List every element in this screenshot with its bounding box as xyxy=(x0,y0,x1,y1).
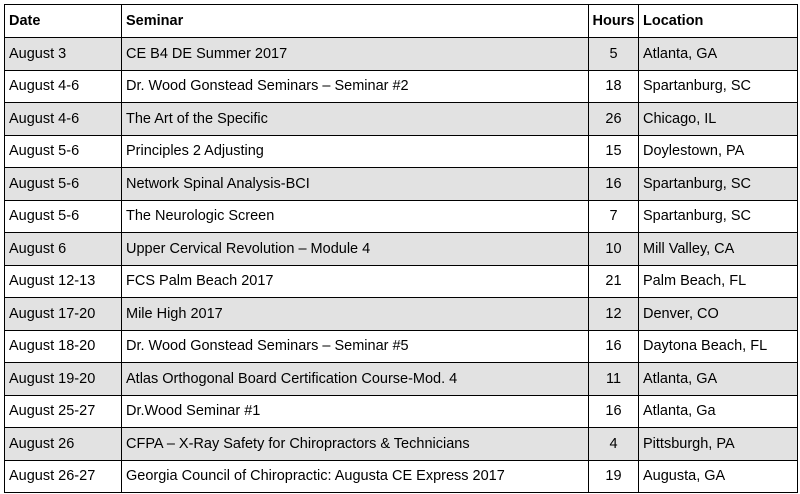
location-cell: Pittsburgh, PA xyxy=(639,428,798,461)
date-cell: August 17-20 xyxy=(5,298,122,331)
table-row xyxy=(5,233,798,266)
seminar-cell: CFPA – X-Ray Safety for Chiropractors & Technicians xyxy=(122,428,589,461)
table-row xyxy=(5,395,798,428)
column-header-date: Date xyxy=(5,5,122,38)
seminar-cell: FCS Palm Beach 2017 xyxy=(122,265,589,298)
hours-cell: 7 xyxy=(589,200,639,233)
hours-cell: 21 xyxy=(589,265,639,298)
table-row xyxy=(5,135,798,168)
date-cell: August 12-13 xyxy=(5,265,122,298)
date-cell: August 5-6 xyxy=(5,200,122,233)
seminar-cell: Mile High 2017 xyxy=(122,298,589,331)
seminar-cell: Dr. Wood Gonstead Seminars – Seminar #5 xyxy=(122,330,589,363)
hours-cell: 16 xyxy=(589,395,639,428)
location-cell: Daytona Beach, FL xyxy=(639,330,798,363)
seminar-cell: Atlas Orthogonal Board Certification Course-Mod. 4 xyxy=(122,363,589,396)
column-header-seminar: Seminar xyxy=(122,5,589,38)
hours-cell: 10 xyxy=(589,233,639,266)
date-cell: August 19-20 xyxy=(5,363,122,396)
seminar-cell: Principles 2 Adjusting xyxy=(122,135,589,168)
table-row xyxy=(5,168,798,201)
date-cell: August 26 xyxy=(5,428,122,461)
table-row xyxy=(5,70,798,103)
location-cell: Atlanta, Ga xyxy=(639,395,798,428)
table-row xyxy=(5,330,798,363)
column-header-location: Location xyxy=(639,5,798,38)
table-row xyxy=(5,363,798,396)
seminar-cell: Network Spinal Analysis-BCI xyxy=(122,168,589,201)
date-cell: August 6 xyxy=(5,233,122,266)
location-cell: Atlanta, GA xyxy=(639,363,798,396)
hours-cell: 12 xyxy=(589,298,639,331)
date-cell: August 25-27 xyxy=(5,395,122,428)
date-cell: August 18-20 xyxy=(5,330,122,363)
hours-cell: 4 xyxy=(589,428,639,461)
column-header-hours: Hours xyxy=(589,5,639,38)
table-row xyxy=(5,103,798,136)
seminar-cell: CE B4 DE Summer 2017 xyxy=(122,38,589,71)
hours-cell: 15 xyxy=(589,135,639,168)
date-cell: August 5-6 xyxy=(5,168,122,201)
location-cell: Doylestown, PA xyxy=(639,135,798,168)
location-cell: Atlanta, GA xyxy=(639,38,798,71)
date-cell: August 4-6 xyxy=(5,70,122,103)
seminar-cell: The Art of the Specific xyxy=(122,103,589,136)
location-cell: Palm Beach, FL xyxy=(639,265,798,298)
seminar-cell: Georgia Council of Chiropractic: Augusta CE Express 2017 xyxy=(122,460,589,493)
location-cell: Spartanburg, SC xyxy=(639,70,798,103)
hours-cell: 16 xyxy=(589,168,639,201)
location-cell: Augusta, GA xyxy=(639,460,798,493)
hours-cell: 16 xyxy=(589,330,639,363)
table-row xyxy=(5,38,798,71)
table-row xyxy=(5,428,798,461)
location-cell: Mill Valley, CA xyxy=(639,233,798,266)
table-row xyxy=(5,200,798,233)
date-cell: August 5-6 xyxy=(5,135,122,168)
seminar-schedule-table xyxy=(4,4,798,493)
hours-cell: 19 xyxy=(589,460,639,493)
location-cell: Denver, CO xyxy=(639,298,798,331)
location-cell: Spartanburg, SC xyxy=(639,168,798,201)
hours-cell: 18 xyxy=(589,70,639,103)
date-cell: August 3 xyxy=(5,38,122,71)
table-row xyxy=(5,460,798,493)
seminar-cell: Dr.Wood Seminar #1 xyxy=(122,395,589,428)
table-row xyxy=(5,298,798,331)
table-body xyxy=(5,38,798,493)
hours-cell: 5 xyxy=(589,38,639,71)
seminar-cell: Upper Cervical Revolution – Module 4 xyxy=(122,233,589,266)
seminar-cell: Dr. Wood Gonstead Seminars – Seminar #2 xyxy=(122,70,589,103)
hours-cell: 11 xyxy=(589,363,639,396)
hours-cell: 26 xyxy=(589,103,639,136)
seminar-cell: The Neurologic Screen xyxy=(122,200,589,233)
location-cell: Spartanburg, SC xyxy=(639,200,798,233)
table-row xyxy=(5,265,798,298)
date-cell: August 26-27 xyxy=(5,460,122,493)
location-cell: Chicago, IL xyxy=(639,103,798,136)
table-header-row xyxy=(5,5,798,38)
date-cell: August 4-6 xyxy=(5,103,122,136)
